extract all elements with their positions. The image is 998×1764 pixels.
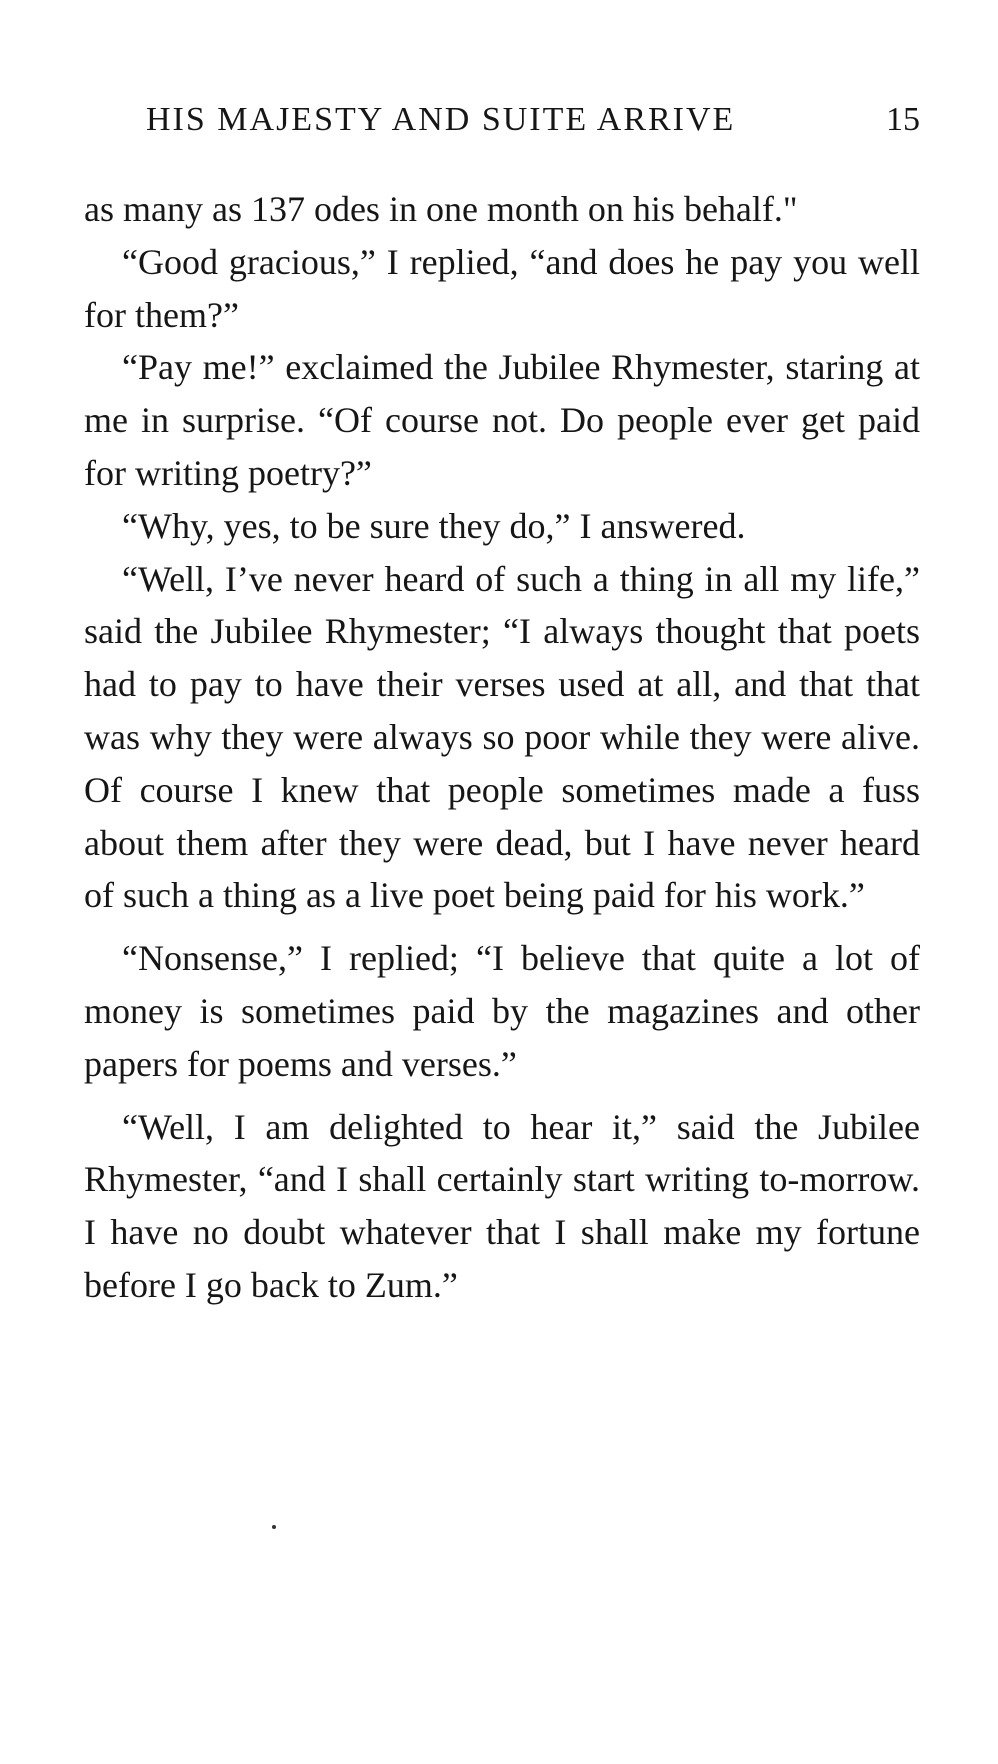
paragraph: “Pay me!” exclaimed the Jubilee Rhymester, staring at me in surprise. “Of course not. Do people ever get paid for writing poetry?” — [84, 347, 920, 493]
running-head-title: HIS MAJESTY AND SUITE ARRIVE — [146, 101, 736, 138]
print-speck — [272, 1525, 276, 1529]
paragraph: “Well, I am delighted to hear it,” said the Jubilee Rhymester, “and I shall certainly start writing to-morrow. I have no doubt whatever that I shall make my fortune before I go back to Zum.” — [84, 1106, 920, 1305]
paragraph: “Good gracious,” I replied, “and does he pay you well for them?” — [84, 241, 920, 335]
page-number: 15 — [886, 101, 920, 138]
paragraph-continuation: as many as 137 odes in one month on his behalf." — [84, 189, 798, 229]
body-text — [84, 183, 920, 1312]
paragraph: “Why, yes, to be sure they do,” I answered. — [122, 505, 746, 546]
paragraph: “Nonsense,” I replied; “I believe that quite a lot of money is sometimes paid by the magazines and other papers for poems and verses.” — [84, 938, 920, 1084]
paragraph: “Well, I’ve never heard of such a thing in all my life,” said the Jubilee Rhymester; “I always thought that poets had to pay to have their verses used at all, and that that was why they were always so poor while they were alive. Of course I knew that people sometimes made a fuss about them after they were dead, but I have never heard of such a thing as a live poet being paid for his work.” — [84, 558, 920, 916]
